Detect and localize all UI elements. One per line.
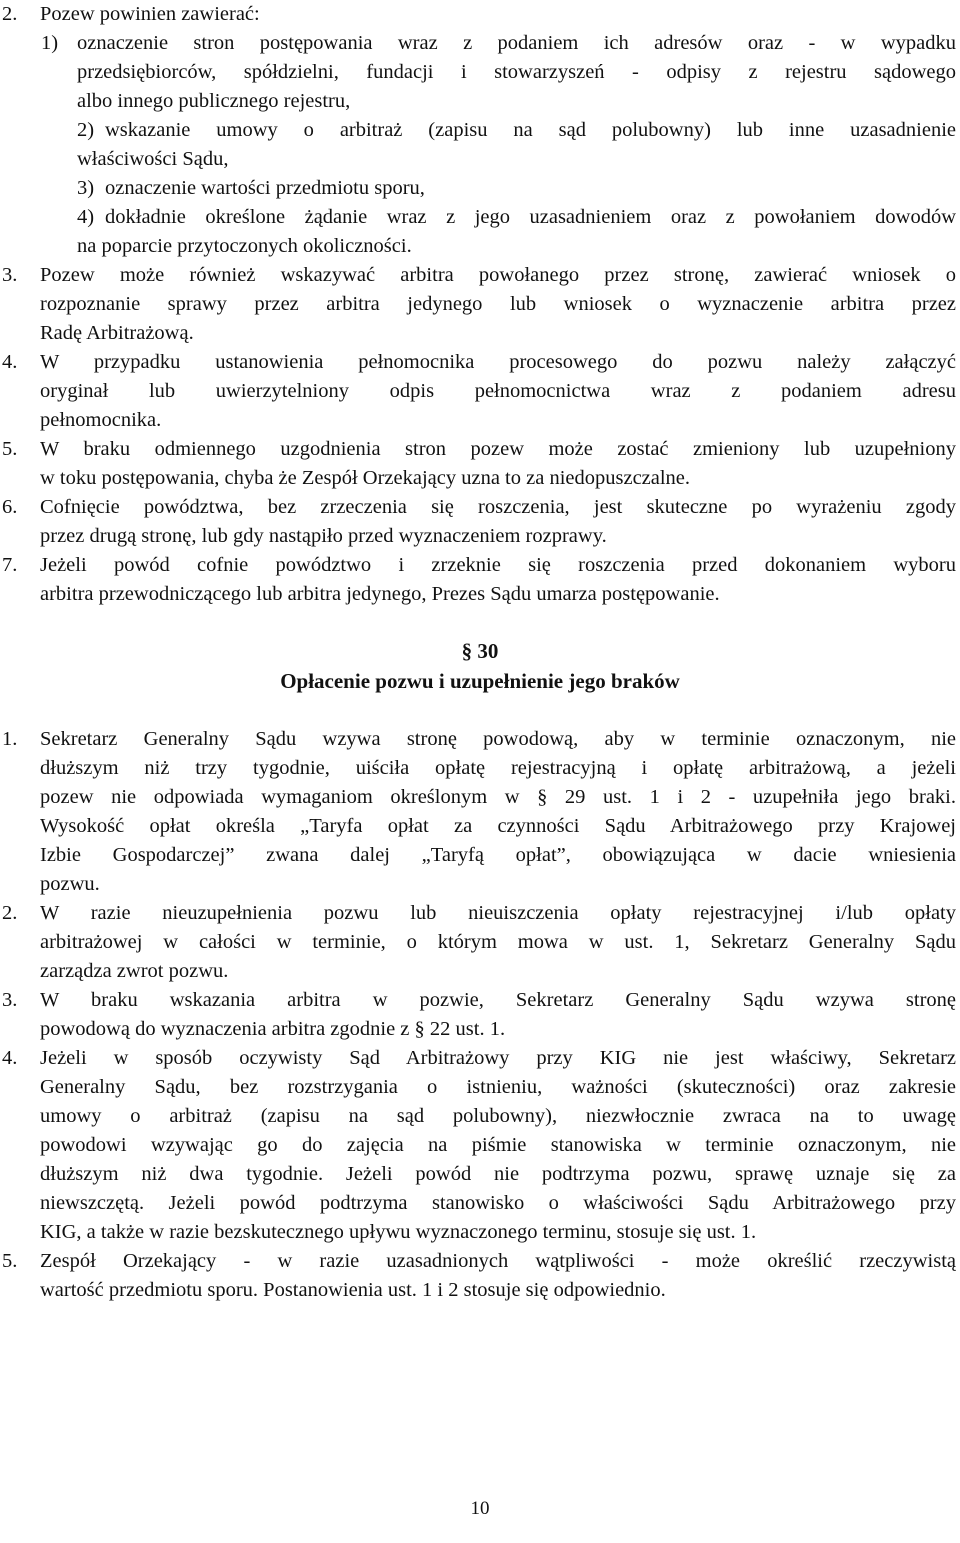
item-text: pełnomocnika. (40, 409, 162, 431)
item-text: Jeżeli powód cofnie powództwo i zrzeknie się roszczenia przed dokonaniem wyboru (40, 554, 956, 576)
item-text: dłuższym niż trzy tygodnie, uiściła opłatę rejestracyjną i opłatę arbitrażową, a jeżeli (40, 757, 956, 779)
s30-item-4-line-7 (0, 1218, 960, 1247)
section-title: Opłacenie pozwu i uzupełnienie jego braków (280, 669, 680, 693)
item-text: W braku wskazania arbitra w pozwie, Sekretarz Generalny Sądu wzywa stronę (40, 989, 956, 1011)
item-7-line-2 (0, 580, 960, 609)
sub-text: albo innego publicznego rejestru, (77, 90, 351, 112)
sub-1-line-3 (0, 87, 960, 116)
item-text: powodowi wzywając go do zajęcia na piśmie stanowiska w terminie oznaczonym, nie (40, 1134, 956, 1156)
sub-text: właściwości Sądu, (77, 148, 229, 170)
item-text: pozwu. (40, 873, 100, 895)
item-number: 5. (2, 1250, 18, 1272)
item-text: pozew nie odpowiada wymaganiom określonym w § 29 ust. 1 i 2 - uzupełniła jego braki. (40, 786, 956, 808)
sub-4-line-2 (0, 232, 960, 261)
sub-number: 1) (41, 32, 59, 54)
sub-4-line-1 (0, 203, 960, 232)
item-number: 7. (2, 554, 18, 576)
item-text: zarządza zwrot pozwu. (40, 960, 229, 982)
item-2-intro-line (0, 0, 960, 29)
item-number: 5. (2, 438, 18, 460)
sub-2-line-1 (0, 116, 960, 145)
item-text: Zespół Orzekający - w razie uzasadnionych wątpliwości - może określić rzeczywistą (40, 1250, 956, 1272)
s30-item-1-line-3 (0, 783, 960, 812)
s30-item-3-line-2 (0, 1015, 960, 1044)
item-3-line-2 (0, 290, 960, 319)
item-text: Cofnięcie powództwa, bez zrzeczenia się roszczenia, jest skuteczne po wyrażeniu zgody (40, 496, 956, 518)
item-text: w toku postępowania, chyba że Zespół Orzekający uzna to za niedopuszczalne. (40, 467, 691, 489)
item-text: wartość przedmiotu sporu. Postanowienia ust. 1 i 2 stosuje się odpowiednio. (40, 1279, 666, 1301)
item-3-line-3 (0, 319, 960, 348)
s30-item-5-line-2 (0, 1276, 960, 1305)
item-text: przez drugą stronę, lub gdy nastąpiło przed wyznaczeniem rozprawy. (40, 525, 607, 547)
item-text: Jeżeli w sposób oczywisty Sąd Arbitrażowy przy KIG nie jest właściwy, Sekretarz (40, 1047, 956, 1069)
sub-1-line-2 (0, 58, 960, 87)
item-text: KIG, a także w razie bezskutecznego upływu wyznaczonego terminu, stosuje się ust. 1. (40, 1221, 757, 1243)
s30-item-4-line-5 (0, 1160, 960, 1189)
item-7-line-1 (0, 551, 960, 580)
item-number: 3. (2, 989, 18, 1011)
sub-text: wskazanie umowy o arbitraż (zapisu na sąd polubowny) lub inne uzasadnienie (105, 119, 956, 141)
item-text: rozpoznanie sprawy przez arbitra jedynego lub wniosek o wyznaczenie arbitra przez (40, 293, 956, 315)
item-6-line-1 (0, 493, 960, 522)
sub-number: 4) (77, 206, 95, 228)
item-text: W przypadku ustanowienia pełnomocnika procesowego do pozwu należy załączyć (40, 351, 956, 373)
item-text: Generalny Sądu, bez rozstrzygania o istnieniu, ważności (skuteczności) oraz zakresie (40, 1076, 956, 1098)
item-number: 3. (2, 264, 18, 286)
item-text: dłuższym niż dwa tygodnie. Jeżeli powód nie podtrzyma pozwu, sprawę uznaje się za (40, 1163, 956, 1185)
item-number: 6. (2, 496, 18, 518)
s30-item-1-line-1 (0, 725, 960, 754)
item-text: Radę Arbitrażową. (40, 322, 194, 344)
s30-item-2-line-1 (0, 899, 960, 928)
sub-3-line-1 (0, 174, 960, 203)
s30-item-4-line-3 (0, 1102, 960, 1131)
item-4-line-1 (0, 348, 960, 377)
item-text: powodową do wyznaczenia arbitra zgodnie z § 22 ust. 1. (40, 1018, 506, 1040)
page-number: 10 (470, 1498, 490, 1519)
s30-item-4-line-1 (0, 1044, 960, 1073)
sub-number: 3) (77, 177, 95, 199)
sub-number: 2) (77, 119, 95, 141)
s30-item-4-line-2 (0, 1073, 960, 1102)
s30-item-1-line-4 (0, 812, 960, 841)
s30-item-2-line-2 (0, 928, 960, 957)
item-4-line-3 (0, 406, 960, 435)
sub-text: oznaczenie stron postępowania wraz z podaniem ich adresów oraz - w wypadku (77, 32, 956, 54)
item-text: Sekretarz Generalny Sądu wzywa stronę powodową, aby w terminie oznaczonym, nie (40, 728, 956, 750)
item-6-line-2 (0, 522, 960, 551)
item-number: 1. (2, 728, 18, 750)
item-5-line-1 (0, 435, 960, 464)
item-text: Pozew powinien zawierać: (40, 3, 260, 25)
s30-item-4-line-4 (0, 1131, 960, 1160)
s30-item-4-line-6 (0, 1189, 960, 1218)
item-4-line-2 (0, 377, 960, 406)
item-text: arbitrażowej w całości w terminie, o którym mowa w ust. 1, Sekretarz Generalny Sądu (40, 931, 956, 953)
sub-text: przedsiębiorców, spółdzielni, fundacji i stowarzyszeń - odpisy z rejestru sądowego (77, 61, 956, 83)
s30-item-5-line-1 (0, 1247, 960, 1276)
item-text: arbitra przewodniczącego lub arbitra jedynego, Prezes Sądu umarza postępowanie. (40, 583, 720, 605)
s30-item-2-line-3 (0, 957, 960, 986)
sub-1-line-1 (0, 29, 960, 58)
item-number: 2. (2, 3, 18, 25)
sub-text: oznaczenie wartości przedmiotu sporu, (105, 177, 425, 199)
s30-item-1-line-6 (0, 870, 960, 899)
item-text: Pozew może również wskazywać arbitra powołanego przez stronę, zawierać wniosek o (40, 264, 956, 286)
sub-text: dokładnie określone żądanie wraz z jego uzasadnieniem oraz z powołaniem dowodów (105, 206, 956, 228)
item-text: Wysokość opłat określa „Taryfa opłat za czynności Sądu Arbitrażowego przy Krajowej (40, 815, 956, 837)
s30-item-1-line-2 (0, 754, 960, 783)
section-number: § 30 (461, 639, 499, 663)
item-number: 4. (2, 351, 18, 373)
item-text: W braku odmiennego uzgodnienia stron pozew może zostać zmieniony lub uzupełniony (40, 438, 956, 460)
item-text: W razie nieuzupełnienia pozwu lub nieuiszczenia opłaty rejestracyjnej i/lub opłaty (40, 902, 956, 924)
item-5-line-2 (0, 464, 960, 493)
sub-2-line-2 (0, 145, 960, 174)
item-text: niewszczętą. Jeżeli powód podtrzyma stanowisko o właściwości Sądu Arbitrażowego przy (40, 1192, 956, 1214)
item-3-line-1 (0, 261, 960, 290)
sub-text: na poparcie przytoczonych okoliczności. (77, 235, 412, 257)
item-text: oryginał lub uwierzytelniony odpis pełnomocnictwa wraz z podaniem adresu (40, 380, 956, 402)
item-text: Izbie Gospodarczej” zwana dalej „Taryfą opłat”, obowiązująca w dacie wniesienia (40, 844, 956, 866)
item-number: 2. (2, 902, 18, 924)
item-number: 4. (2, 1047, 18, 1069)
s30-item-3-line-1 (0, 986, 960, 1015)
item-text: umowy o arbitraż (zapisu na sąd polubowny), niezwłocznie zwraca na to uwagę (40, 1105, 956, 1127)
s30-item-1-line-5 (0, 841, 960, 870)
